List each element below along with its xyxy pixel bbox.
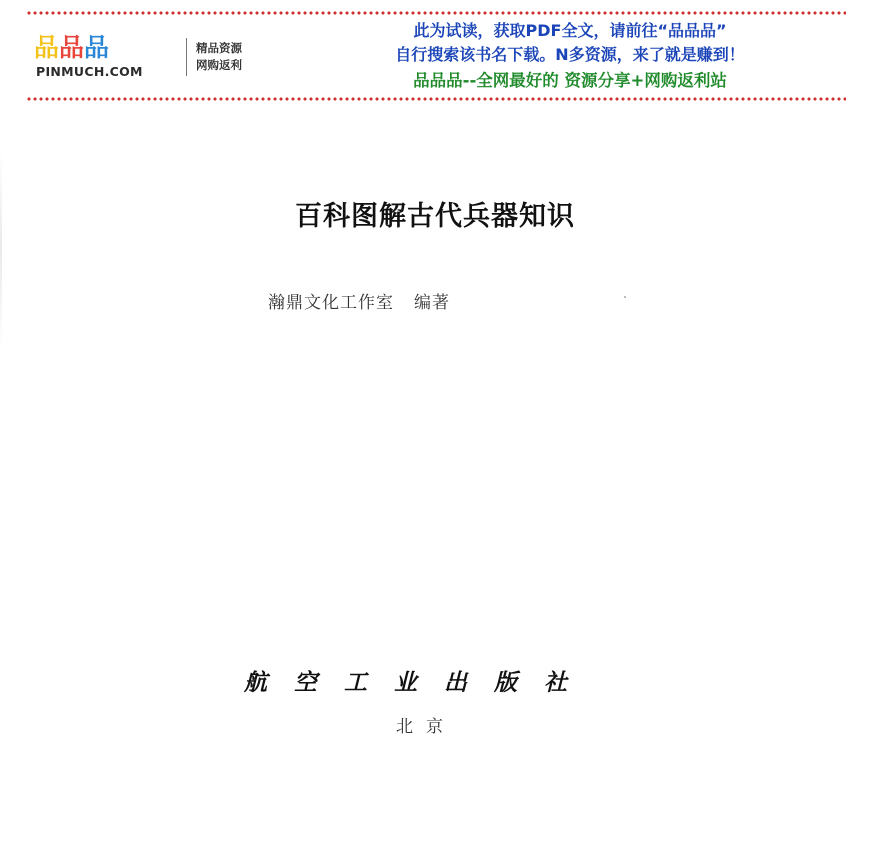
logo-glyph-yellow: 品 <box>34 33 60 62</box>
book-author <box>268 288 450 313</box>
promo-line-1: 此为试读，获取PDF全文，请前往“品品品” <box>413 21 727 40</box>
promo-banner <box>26 10 846 102</box>
scan-edge-shadow <box>0 150 2 350</box>
logo-glyphs <box>34 34 109 62</box>
logo-glyph-red: 品 <box>59 33 85 62</box>
logo-glyph-blue: 品 <box>84 33 110 62</box>
pinmuch-logo[interactable] <box>34 34 184 84</box>
scan-speck <box>624 296 626 298</box>
publisher-city <box>396 712 456 737</box>
publisher-char: 工 <box>344 669 367 696</box>
publisher-char: 业 <box>394 669 417 696</box>
publisher-char: 版 <box>494 669 517 696</box>
promo-line-2: 自行搜索该书名下载。N多资源，来了就是赚到！ <box>395 45 745 64</box>
logo-slogan <box>196 40 242 74</box>
publisher-name <box>244 664 604 697</box>
slogan-line-2: 网购返利 <box>196 58 242 72</box>
city-char: 北 <box>396 717 413 737</box>
city-char: 京 <box>426 717 443 737</box>
banner-bottom-border <box>26 96 846 102</box>
logo-text: PINMUCH.COM <box>36 64 143 79</box>
logo-divider <box>186 38 187 76</box>
slogan-line-1: 精品资源 <box>196 41 242 55</box>
promo-line-3: 品品品--全网最好的 资源分享+网购返利站 <box>413 71 727 90</box>
banner-top-border <box>26 10 846 16</box>
author-name: 瀚鼎文化工作室 <box>268 293 394 313</box>
publisher-char: 空 <box>294 669 317 696</box>
author-role: 编著 <box>414 293 450 313</box>
publisher-char: 社 <box>544 669 567 696</box>
publisher-char: 出 <box>444 669 467 696</box>
publisher-char: 航 <box>244 669 267 696</box>
book-title: 百科图解古代兵器知识 <box>295 201 575 232</box>
